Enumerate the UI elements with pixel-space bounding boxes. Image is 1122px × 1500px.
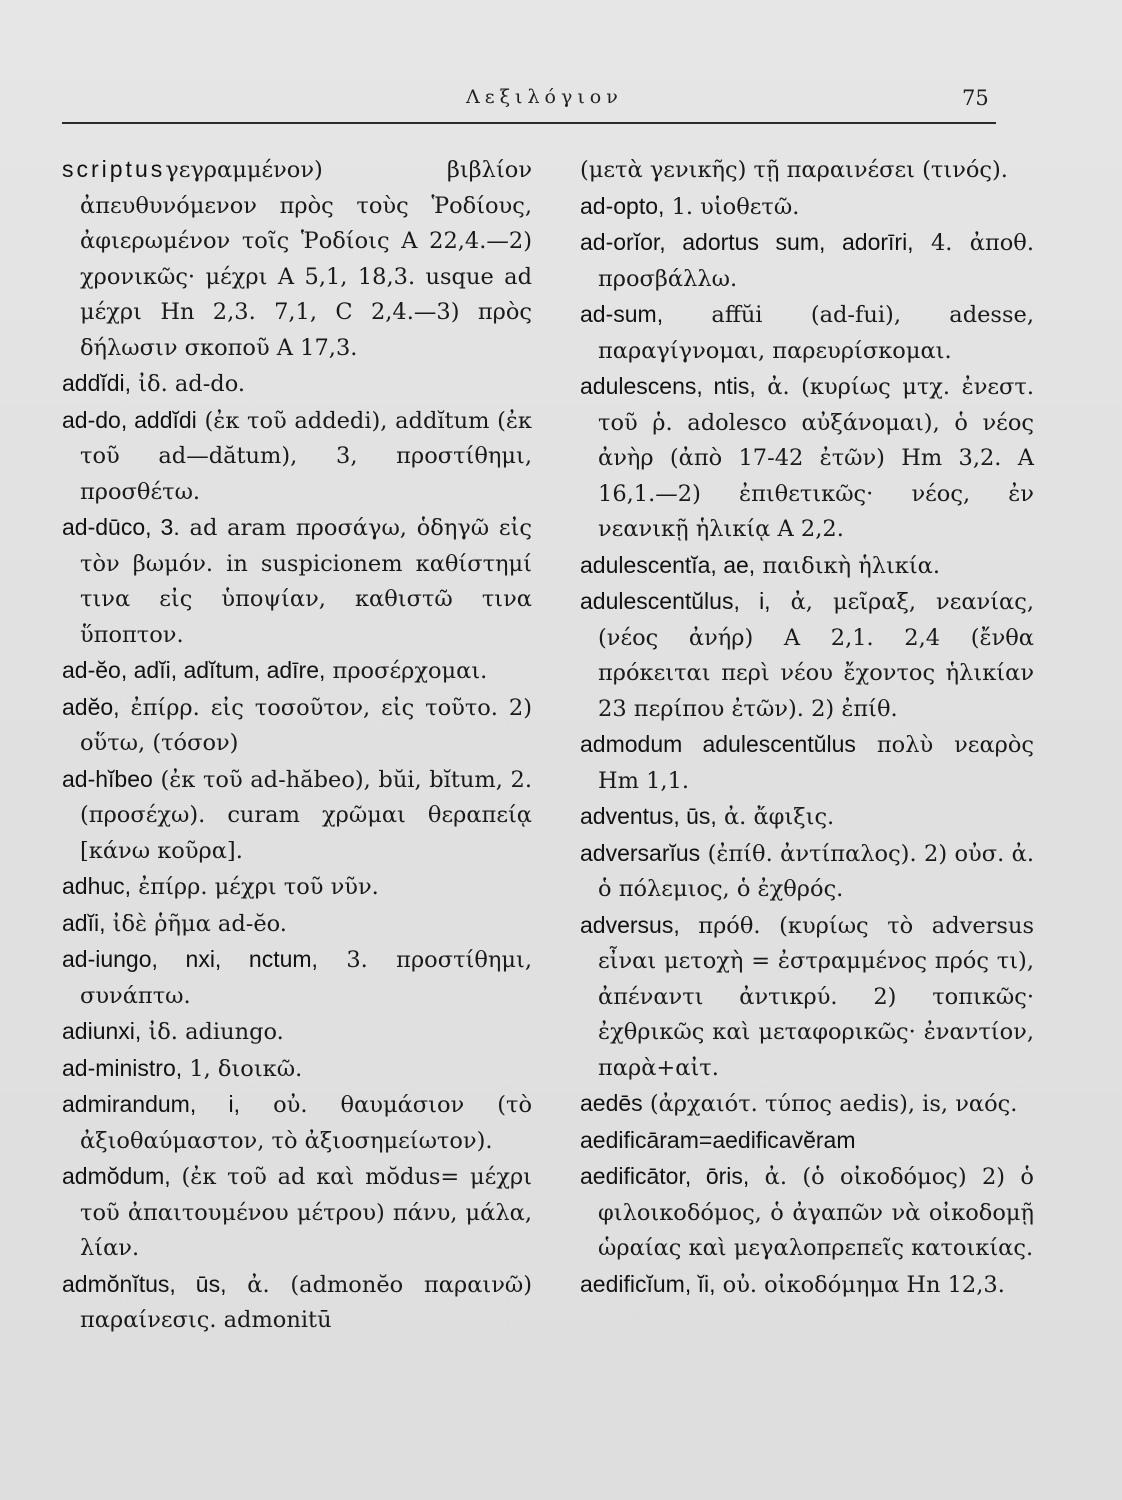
entry-headword: adhuc, — [62, 873, 132, 899]
entry — [580, 836, 1034, 908]
entry — [62, 653, 532, 690]
entry-gloss: affŭi (ad-fui), adesse, παραγίγνομαι, παρευρίσκομαι. — [598, 302, 1034, 364]
running-head: Λεξιλόγιον — [466, 86, 623, 108]
entry — [62, 152, 532, 366]
entry-headword: adulescentŭlus, i, — [580, 588, 771, 614]
entry-gloss: πολὺ νεαρὸς Hm 1,1. — [598, 732, 1035, 794]
entry-gloss: ἰδ. ad-do. — [138, 371, 246, 397]
entry-headword: ad-ministro, — [62, 1054, 183, 1081]
entry-gloss: ἐπίρρ. μέχρι τοῦ νῦν. — [138, 874, 379, 900]
entry-headword: aedificĭum, ĭi, — [580, 1270, 716, 1297]
entry — [62, 762, 532, 870]
entry — [580, 799, 1034, 836]
entry — [580, 1159, 1034, 1267]
entry-headword: adulescens, ntis, — [580, 373, 756, 399]
entry-headword: adiunxi, — [62, 1018, 142, 1044]
entry-headword: ad-do, addĭdi — [62, 406, 197, 433]
entry — [62, 942, 532, 1014]
entry-headword: adventus, ūs, — [580, 803, 717, 829]
entry-gloss: παιδικὴ ἡλικία. — [762, 552, 941, 579]
entry-gloss: (ἐπίθ. ἀντίπαλος). 2) οὐσ. ἀ. ὁ πόλεμιος, ὁ ἐχθρός. — [598, 840, 1034, 902]
entry-headword: adĭi, — [62, 909, 106, 936]
entry — [62, 403, 532, 511]
entry — [62, 690, 532, 762]
entry — [62, 906, 532, 943]
entry-gloss: 4. ἀποθ. προσβάλλω. — [598, 230, 1034, 292]
entry — [62, 1267, 532, 1339]
entry — [62, 510, 532, 653]
entry-headword: ad-hĭbeo — [62, 765, 153, 792]
entry — [580, 908, 1034, 1087]
entry-headword: adversarĭus — [580, 839, 701, 866]
entry-headword: admŏnĭtus, ūs, — [62, 1270, 227, 1297]
entry-headword: ad-iungo, nxi, nctum, — [62, 946, 318, 972]
entry — [62, 869, 532, 906]
entry — [580, 189, 1034, 226]
entry — [580, 1123, 1034, 1160]
entry-headword: addĭdi, — [62, 370, 132, 396]
entry-gloss: ἰδὲ ῥῆμα ad-ĕo. — [112, 910, 287, 937]
entry-headword: aedēs — [580, 1090, 643, 1116]
entry-gloss: προσέρχομαι. — [332, 658, 488, 684]
entry — [62, 1014, 532, 1051]
entry-gloss: πρόθ. (κυρίως τὸ adversus εἶναι μετοχὴ = ἐστραμμένος πρός τι), ἀπέναντι ἀντικρύ. 2) τοπικῶς· ἐχθρικῶς καὶ μεταφορικῶς· ἐναντίον, παρὰ+αἰτ. — [598, 912, 1034, 1081]
entry — [580, 548, 1034, 585]
entry-headword: adĕo, — [62, 693, 120, 720]
entry-headword: ad-sum, — [580, 301, 664, 327]
entry-headword: adulescentĭa, ae, — [580, 551, 756, 578]
entry-gloss: οὐ. οἰκοδόμημα Hn 12,3. — [722, 1271, 1005, 1298]
right-column — [580, 152, 1034, 1303]
entry-gloss: γεγραμμένον) βιβλίον ἀπευθυνόμενον πρὸς τοὺς Ῥοδίους, ἀφιερωμένον τοῖς Ῥοδίοις Α 22,4.—2) χρονικῶς· μέχρι Α 5,1, 18,3. usque ad μέχρι Hn 2,3. 7,1, C 2,4.—3) πρὸς δήλωσιν σκοποῦ Α 17,3. — [80, 157, 532, 361]
entry — [580, 1267, 1034, 1304]
entry-gloss: ἐπίρρ. εἰς τοσοῦτον, εἰς τοῦτο. 2) οὕτω, (τόσον) — [80, 694, 532, 756]
entry — [62, 1159, 532, 1267]
entry — [580, 584, 1034, 727]
entry-headword: ad-orĭor, adortus sum, adorīri, — [580, 229, 914, 255]
entry-gloss: (ἀρχαιότ. τύπος aedis), is, ναός. — [649, 1091, 1018, 1117]
left-column — [62, 152, 532, 1339]
entry-gloss: ἀ, μεῖραξ, νεανίας, (νέος ἀνήρ) Α 2,1. 2,4 (ἔνθα πρόκειται περὶ νέου ἔχοντος ἡλικίαν 23 περίπου ἐτῶν). 2) ἐπίθ. — [598, 589, 1034, 722]
entry-gloss: (ἐκ τοῦ addedi), addĭtum (ἐκ τοῦ ad—dătum), 3, προστίθημι, προσθέτω. — [80, 407, 532, 505]
entry-gloss: (ἐκ τοῦ ad καὶ mŏdus= μέχρι τοῦ ἀπαιτουμένου μέτρου) πάνυ, μάλα, λίαν. — [80, 1164, 533, 1261]
entry-gloss: (μετὰ γενικῆς) τῇ παραινέσει (τινός). — [580, 157, 1008, 183]
entry-headword: ad-dūco, 3. — [62, 514, 180, 540]
entry-gloss: ἀ. ἄφιξις. — [723, 804, 835, 830]
entry-headword: admodum adulescentŭlus — [580, 731, 856, 757]
entry-gloss: ἰδ. adiungo. — [148, 1019, 284, 1045]
entry — [580, 1086, 1034, 1123]
entry-gloss: 1. υἱοθετῶ. — [671, 193, 800, 220]
entry — [62, 1087, 532, 1159]
entry-headword: adversus, — [580, 911, 680, 938]
entry — [580, 297, 1034, 369]
entry-gloss: (ἐκ τοῦ ad-hăbeo), bŭi, bĭtum, 2. (προσέχω). curam χρῶμαι θεραπείᾳ [κάνω κοῦρα]. — [80, 766, 532, 864]
entry — [580, 369, 1034, 548]
entry — [580, 225, 1034, 297]
entry-headword: ad-ĕo, adĭi, adĭtum, adīre, — [62, 657, 326, 683]
entry-headword: scriptus — [62, 156, 166, 182]
entry-headword: admirandum, i, — [62, 1091, 241, 1117]
header-rule — [62, 122, 996, 124]
entry — [580, 727, 1034, 799]
entry-headword: aedificāram=aedificavĕram — [580, 1126, 856, 1153]
entry-gloss: ἀ. (admonĕo παραινῶ) παραίνεσις. admonitū — [80, 1271, 533, 1333]
entry-gloss: ad aram προσάγω, ὁδηγῶ εἰς τὸν βωμόν. in suspicionem καθίστημί τινα εἰς ὑποψίαν, καθιστῶ τινα ὕποπτον. — [80, 515, 532, 648]
entry-headword: aedificātor, ōris, — [580, 1163, 750, 1189]
entry-gloss: οὐ. θαυμάσιον (τὸ ἀξιοθαύμαστον, τὸ ἀξιοσημείωτον). — [80, 1092, 532, 1154]
entry — [580, 152, 1034, 189]
entry — [62, 366, 532, 403]
entry — [62, 1051, 532, 1088]
entry-gloss: 1, διοικῶ. — [189, 1055, 303, 1082]
entry-gloss: ἀ. (ὁ οἰκοδόμος) 2) ὁ φιλοικοδόμος, ὁ ἀγαπῶν νὰ οἰκοδομῇ ὡραίας καὶ μεγαλοπρεπεῖς κατοικίας. — [598, 1164, 1034, 1261]
entry-gloss: ἀ. (κυρίως μτχ. ἐνεστ. τοῦ ῥ. adolesco αὐξάνομαι), ὁ νέος ἀνὴρ (ἀπὸ 17-42 ἐτῶν) Hm 3,2. Α 16,1.—2) ἐπιθετικῶς· νέος, ἐν νεανικῇ ἡλικίᾳ Α 2,2. — [598, 374, 1034, 542]
page-number: 75 — [962, 86, 989, 110]
entry-headword: ad-opto, — [580, 192, 665, 219]
entry-gloss: 3. προστίθημι, συνάπτω. — [80, 947, 532, 1009]
entry-headword: admŏdum, — [62, 1163, 171, 1189]
